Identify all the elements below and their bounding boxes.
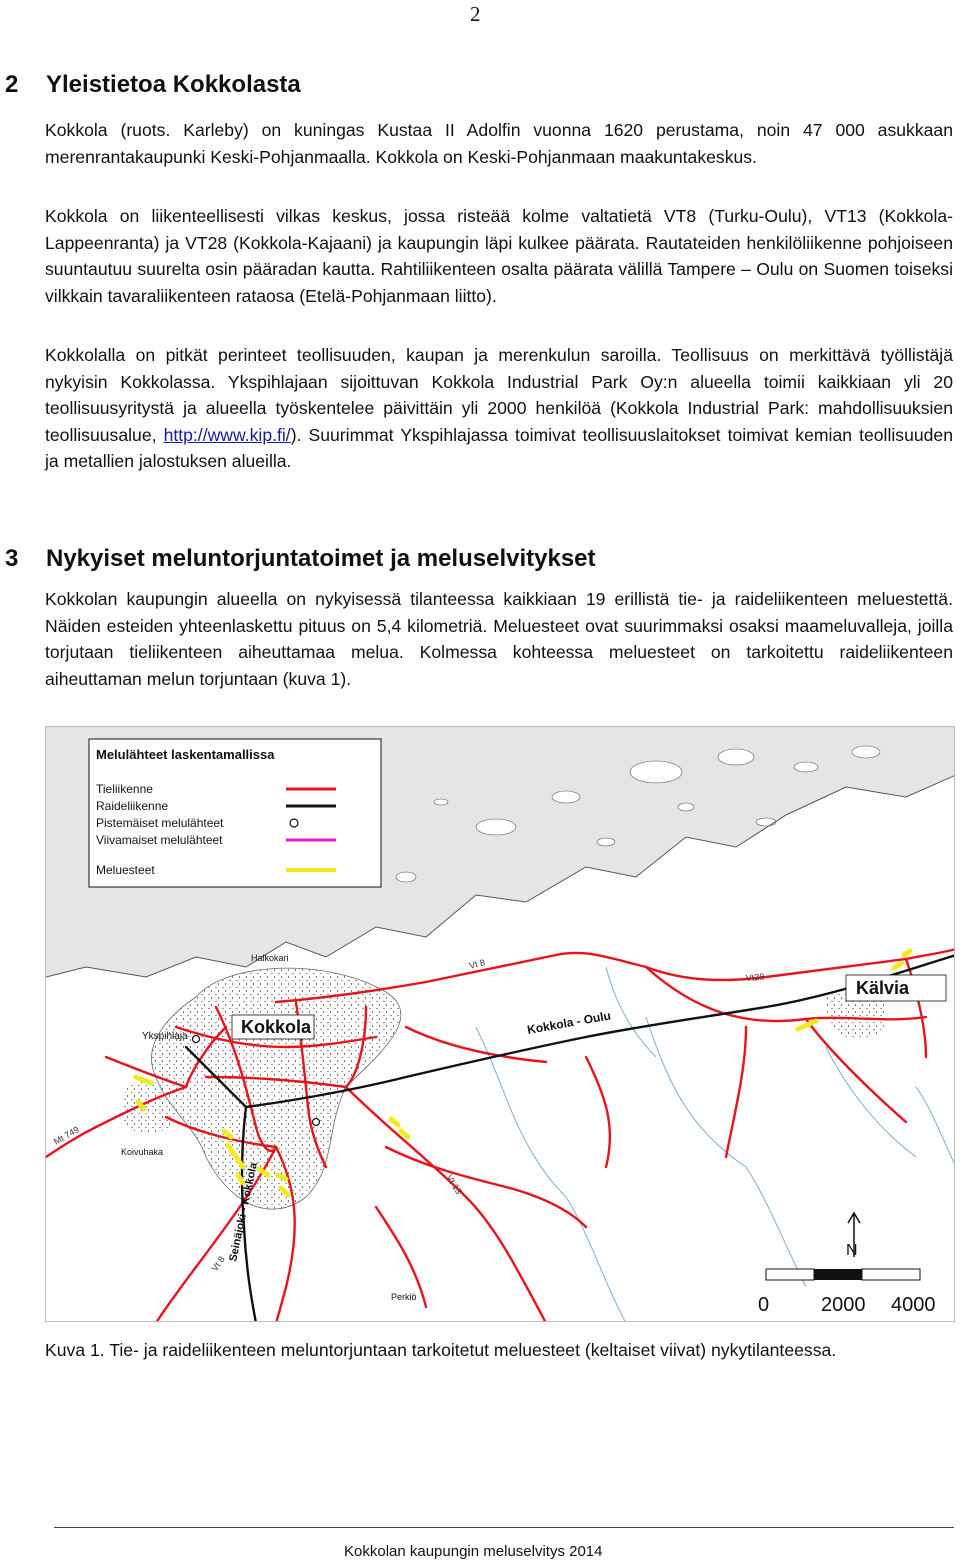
map-legend — [89, 739, 381, 887]
legend-title: Melulähteet laskentamallissa — [96, 747, 275, 762]
paragraph: Kokkolan kaupungin alueella on nykyisessä tilanteessa kaikkiaan 19 erillistä tie- ja raideliikenteen meluestettä. Näiden esteiden yhteenlaskettu pituus on 5,4 kilometriä. Meluesteet ovat suurimmaksi osaksi maameluvalleja, joilla torjutaan tieliikenteen aiheuttamaa melua. Kolmessa kohteessa meluesteet on tarkoitettu raideliikenteen aiheuttaman melun torjuntaan (kuva 1). — [45, 589, 953, 689]
section-heading-2 — [5, 71, 301, 99]
paragraph-text: ). Suurimmat Ykspihlajassa toimivat teollisuuslaitokset toimivat kemian teollisuuden ja metallien jalostuksen alueilla. — [45, 424, 953, 471]
place-label-perkio: Perkiö — [391, 1292, 417, 1302]
caption-label: Kuva 1. — [45, 1340, 105, 1360]
footer-divider — [54, 1527, 954, 1528]
scale-label: 0 — [758, 1294, 770, 1316]
noise-map-figure — [45, 726, 955, 1322]
road-label: Vt28 — [745, 971, 765, 983]
legend-label: Viivamaiset melulähteet — [96, 833, 223, 847]
north-label: N — [846, 1242, 858, 1259]
noise-map — [46, 727, 955, 1322]
place-label-kokkola: Kokkola — [241, 1017, 312, 1037]
place-label-ykspihlaja: Ykspihlaja — [142, 1031, 188, 1042]
road-label: Vt 8 — [209, 1254, 227, 1274]
legend-label: Pistemäiset melulähteet — [96, 816, 224, 830]
road-label: Vt 8 — [468, 957, 487, 971]
page-number: 2 — [470, 2, 481, 26]
paragraph: Kokkola (ruots. Karleby) on kuningas Kustaa II Adolfin vuonna 1620 perustama, noin 47 000 asukkaan merenrantakaupunki Keski-Pohjanmaalla. Kokkola on Keski-Pohjanmaan maakuntakeskus. — [45, 120, 953, 167]
road-network — [46, 949, 955, 1322]
scale-label: 4000 — [891, 1294, 936, 1316]
place-label-koivuhaka: Koivuhaka — [121, 1147, 164, 1157]
kip-link[interactable]: http://www.kip.fi/ — [163, 424, 291, 445]
section-title: Nykyiset meluntorjuntatoimet ja meluselvitykset — [46, 545, 596, 572]
place-label-halkokari: Halkokari — [251, 953, 289, 963]
urban-area — [152, 968, 401, 1209]
paragraph — [45, 342, 953, 475]
page-footer: Kokkolan kaupungin meluselvitys 2014 — [344, 1543, 603, 1560]
road-label: Vt 13 — [444, 1172, 464, 1196]
place-label-kalvia: Kälvia — [856, 978, 910, 998]
rail-label: Seinäjoki - Kokkola — [227, 1161, 260, 1263]
legend-label: Raideliikenne — [96, 799, 169, 813]
caption-text: Tie- ja raideliikenteen meluntorjuntaan tarkoitetut meluesteet (keltaiset viivat) nykytilanteessa. — [109, 1340, 837, 1360]
rail-label: Kokkola - Oulu — [526, 1008, 612, 1037]
figure-caption — [45, 1337, 905, 1364]
legend-swatch — [290, 819, 298, 827]
scale-bar — [758, 1269, 936, 1316]
section-heading-3 — [5, 545, 596, 573]
legend-label: Tieliikenne — [96, 782, 153, 796]
scale-label: 2000 — [821, 1294, 866, 1316]
paragraph: Kokkola on liikenteellisesti vilkas keskus, jossa risteää kolme valtatietä VT8 (Turku-Oulu), VT13 (Kokkola-Lappeenranta) ja VT28 (Kokkola-Kajaani) ja kaupungin läpi kulkee päärata. Rautateiden henkilöliikenne pohjoiseen suuntautuu suurelta osin pääradan kautta. Rahtiliikenteen osalta päärata välillä Tampere – Oulu on Suomen toiseksi vilkkain tavaraliikenteen rataosa (Etelä-Pohjanmaan liitto). — [45, 206, 953, 306]
section-title: Yleistietoa Kokkolasta — [46, 71, 301, 98]
section-number: 3 — [5, 545, 19, 572]
legend-label: Meluesteet — [96, 863, 155, 877]
paragraph-text: Kokkolalla on pitkät perinteet teollisuuden, kaupan ja merenkulun saroilla. Teollisuus on merkittävä työllistäjä nykyisin Kokkolassa. Ykspihlajaan sijoittuvan Kokkola Industrial Park Oy:n alueella toimii kaikkiaan yli 20 teollisuusyritystä ja alueella työskentelee päivittäin yli 2000 henkilöä (Kokkola Industrial Park: mahdollisuuksien teollisuusalue, — [45, 345, 953, 445]
north-arrow — [846, 1213, 860, 1259]
road-label: Mt 749 — [52, 1124, 81, 1147]
section-number: 2 — [5, 71, 19, 98]
